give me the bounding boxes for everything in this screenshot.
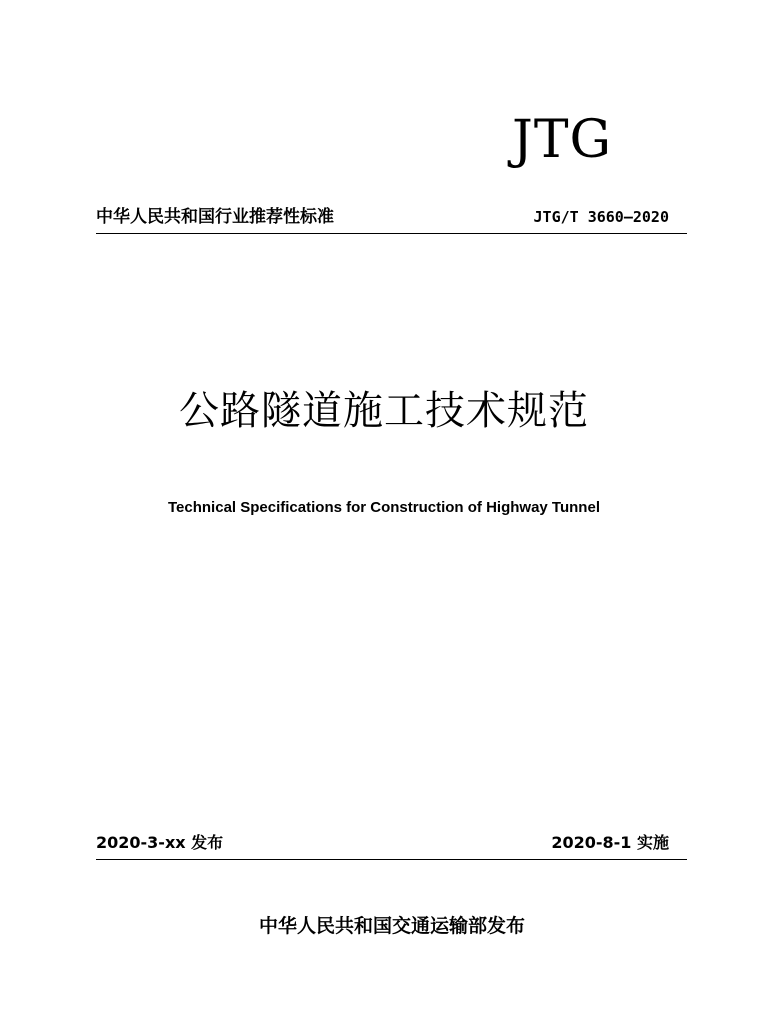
document-title-english: Technical Specifications for Construction of Highway Tunnel [168,499,600,516]
issue-date: 2020-3-xx 发布 [96,833,224,852]
standard-code: JTG/T 3660—2020 [533,208,669,226]
dates-row [96,832,687,856]
standard-category: 中华人民共和国行业推荐性标准 [96,207,334,227]
footer-divider [96,859,687,860]
implementation-date: 2020-8-1 实施 [551,833,669,852]
standard-header [96,205,687,231]
publisher: 中华人民共和国交通运输部发布 [258,915,525,937]
jtg-logo: JTG [512,110,613,170]
header-divider [96,233,687,234]
document-title-chinese: 公路隧道施工技术规范 [179,388,589,434]
